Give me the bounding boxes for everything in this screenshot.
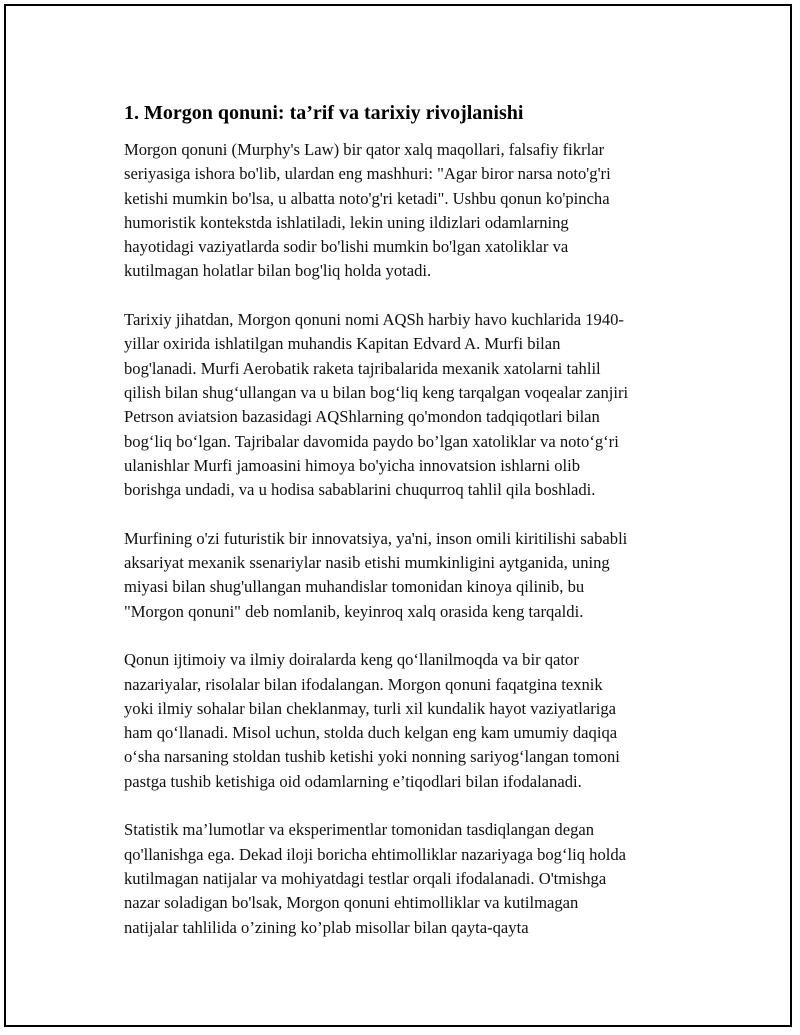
page-frame: [4, 4, 792, 1027]
document-body: [124, 100, 694, 964]
paragraph-statistics: Statistik ma’lumotlar va eksperimentlar tomonidan tasdiqlangan degan qo'llanishga ega. Dekad iloji boricha ehtimolliklar nazariyaga bog‘liq holda kutilmagan natijalar va mohiyatdagi testlar orqali ifodalanadi. O'tmishga nazar soladigan bo'lsak, Morgon qonuni ehtimolliklar va kutilmagan natijalar tahlilida o’zining ko’plab misollar bilan qayta-qayta: [124, 820, 627, 937]
section-heading: 1. Morgon qonuni: ta’rif va tarixiy rivojlanishi: [124, 102, 524, 124]
paragraph-application: Qonun ijtimoiy va ilmiy doiralarda keng qo‘llanilmoqda va bir qator nazariyalar, risolalar bilan ifodalangan. Morgon qonuni faqatgina texnik yoki ilmiy sohalar bilan cheklanmay, turli xil kundalik hayot vaziyatlariga ham qo‘llanadi. Misol uchun, stolda duch kelgan eng kam umumiy daqiqa o‘sha narsaning stoldan tushib ketishi yoki nonning sariyog‘langan tomoni pastga tushib ketishiga oid odamlarning e’tiqodlari bilan ifodalanadi.: [124, 650, 620, 791]
paragraph-definition: Morgon qonuni (Murphy's Law) bir qator xalq maqollari, falsafiy fikrlar seriyasiga ishora bo'lib, ulardan eng mashhuri: "Agar biror narsa noto'g'ri ketishi mumkin bo'lsa, u albatta noto'g'ri ketadi". Ushbu qonun ko'pincha humoristik kontekstda ishlatiladi, lekin uning ildizlari odamlarning hayotidagi vaziyatlarda sodir bo'lishi mumkin bo'lgan xatoliklar va kutilmagan holatlar bilan bog'liq holda yotadi.: [124, 140, 611, 281]
paragraph-murphy-statement: Murfining o'zi futuristik bir innovatsiya, ya'ni, inson omili kiritilishi sababli aksariyat mexanik ssenariylar nasib etishi mumkinligini aytganida, uning miyasi bilan shug'ullangan muhandislar tomonidan kinoya qilinib, bu "Morgon qonuni" deb nomlanib, keyinroq xalq orasida keng tarqaldi.: [124, 528, 628, 621]
paragraph-history: Tarixiy jihatdan, Morgon qonuni nomi AQSh harbiy havo kuchlarida 1940- yillar oxirida ishlatilgan muhandis Kapitan Edvard A. Murfi bilan bog'lanadi. Murfi Aerobatik raketa tajribalarida mexanik xatolarni tahlil qilish bilan shug‘ullangan va u bilan bog‘liq keng tarqalgan voqealar zanjiri Petrson aviatsion bazasidagi AQShlarning qo'mondon tadqiqotlari bilan bog‘liq bo‘lgan. Tajribalar davomida paydo bo’lgan xatoliklar va noto‘g‘ri ulanishlar Murfi jamoasini himoya bo'yicha innovatsion ishlarni olib borishga undadi, va u hodisa sabablarini chuqurroq tahlil qila boshladi.: [124, 310, 629, 500]
